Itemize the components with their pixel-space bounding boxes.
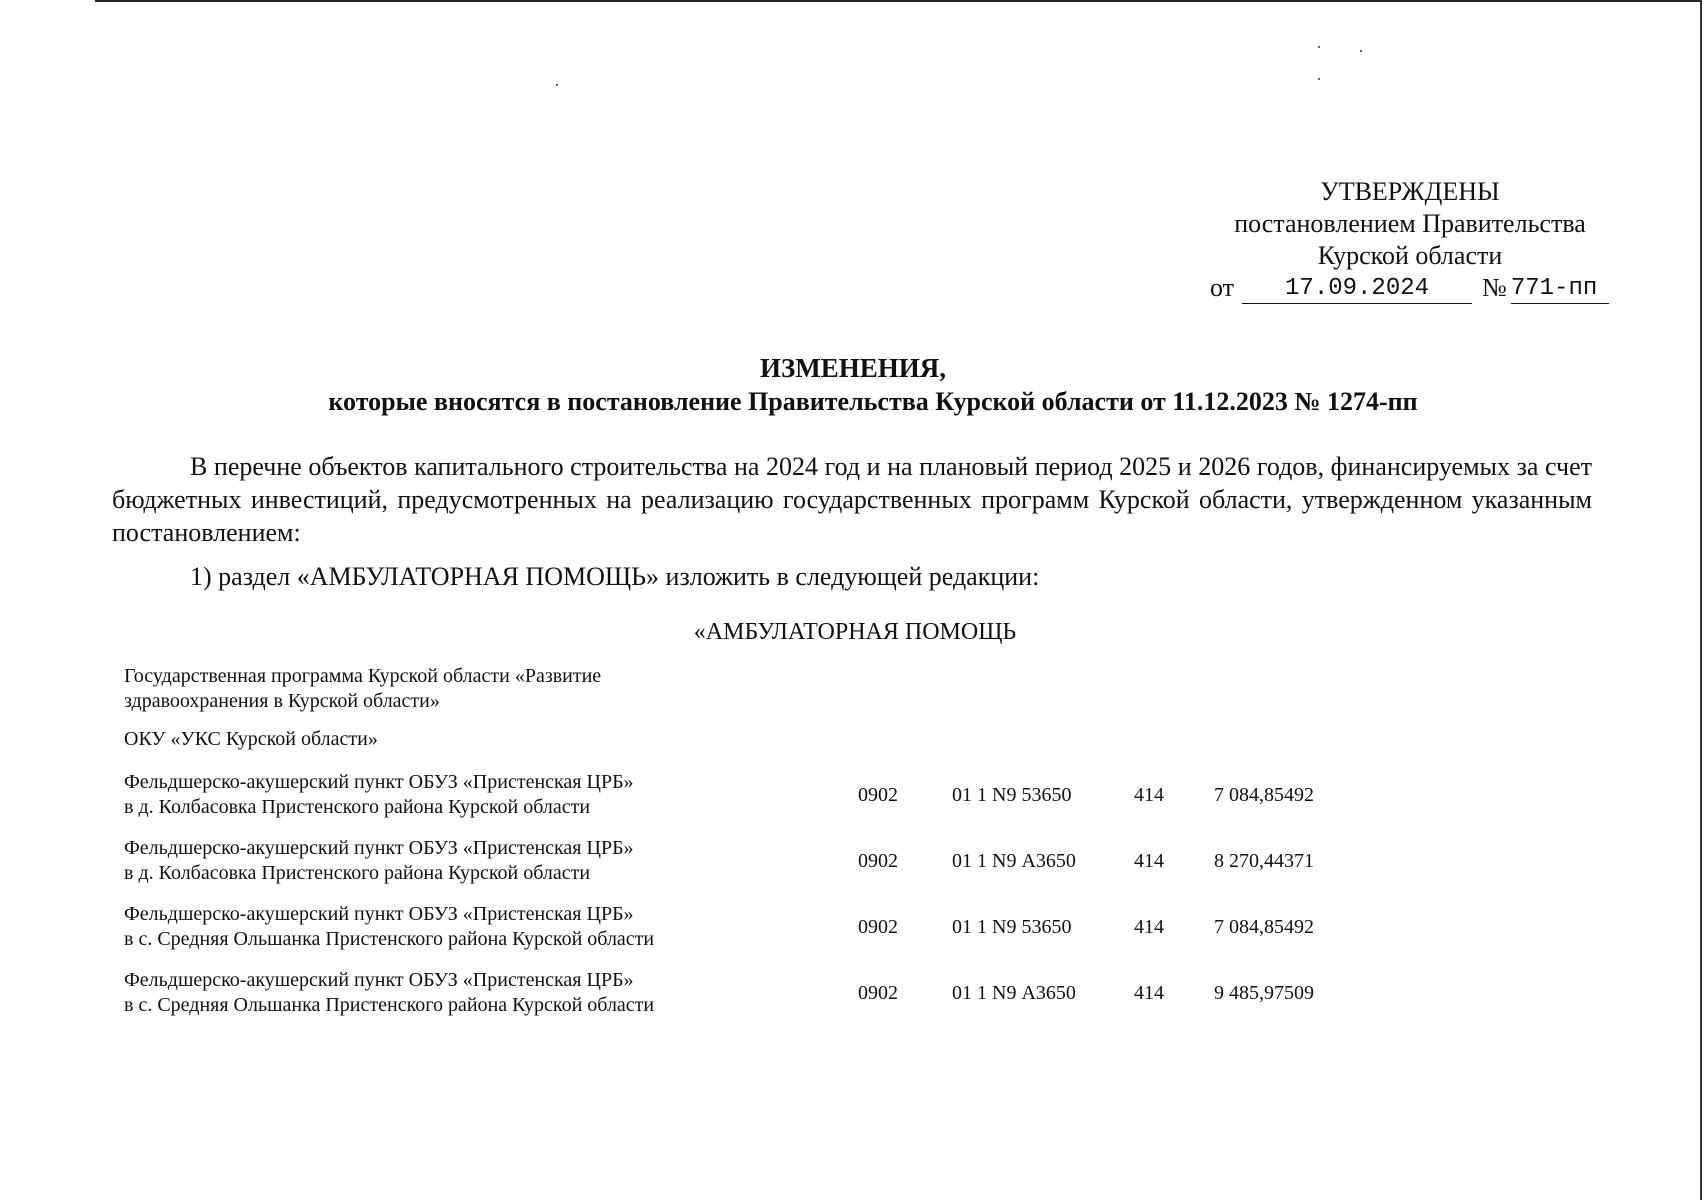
scan-border-top (95, 0, 1701, 2)
expense-type: 414 (1134, 784, 1164, 806)
object-name-line-1: Фельдшерско-акушерский пункт ОБУЗ «Пристенская ЦРБ» (124, 969, 634, 991)
scan-speck (556, 84, 558, 86)
expense-type: 414 (1134, 850, 1164, 872)
approval-date: 17.09.2024 (1242, 275, 1472, 304)
object-name-line-2: в д. Колбасовка Пристенского района Курской области (124, 796, 591, 818)
table-row (124, 836, 1424, 902)
object-name-line-2: в с. Средняя Ольшанка Пристенского района Курской области (124, 928, 655, 950)
amount: 7 084,85492 (1214, 784, 1314, 806)
target-code: 01 1 N9 А3650 (952, 982, 1076, 1004)
object-name (124, 968, 824, 1018)
scan-border-right (1700, 0, 1702, 1200)
organization-name: ОКУ «УКС Курской области» (124, 728, 378, 750)
approval-number: 771-пп (1511, 275, 1609, 304)
program-name: Государственная программа Курской области «Развитие здравоохранения в Курской области» (124, 665, 602, 712)
table-row (124, 968, 1424, 1034)
amount: 9 485,97509 (1214, 982, 1314, 1004)
amount: 8 270,44371 (1214, 850, 1314, 872)
approval-block (1180, 176, 1640, 304)
section-code: 0902 (858, 982, 898, 1004)
approval-line-3: Курской области (1317, 241, 1503, 270)
object-name-line-1: Фельдшерско-акушерский пункт ОБУЗ «Пристенская ЦРБ» (124, 771, 634, 793)
approval-line-2: постановлением Правительства (1234, 209, 1586, 238)
section-code: 0902 (858, 916, 898, 938)
target-code: 01 1 N9 53650 (952, 916, 1072, 938)
target-code: 01 1 N9 А3650 (952, 850, 1076, 872)
amount: 7 084,85492 (1214, 916, 1314, 938)
object-name-line-2: в д. Колбасовка Пристенского района Курской области (124, 862, 591, 884)
object-name (124, 902, 824, 952)
intro-paragraph: В перечне объектов капитального строительства на 2024 год и на плановый период 2025 и 2026 годов, финансируемых за счет бюджетных инвестиций, предусмотренных на реализацию государственных программ Курской области, утвержденном указанным постановлением: (112, 452, 1592, 547)
approval-heading: УТВЕРЖДЕНЫ (1320, 177, 1500, 206)
table-row (124, 902, 1424, 968)
table-row (124, 770, 1424, 836)
scan-speck (1318, 78, 1320, 80)
expense-type: 414 (1134, 916, 1164, 938)
target-code: 01 1 N9 53650 (952, 784, 1072, 806)
date-prefix: от (1210, 273, 1235, 302)
object-name-line-1: Фельдшерско-акушерский пункт ОБУЗ «Пристенская ЦРБ» (124, 837, 634, 859)
section-code: 0902 (858, 850, 898, 872)
document-title: ИЗМЕНЕНИЯ, (759, 353, 946, 383)
object-name (124, 770, 824, 820)
item-1: 1) раздел «АМБУЛАТОРНАЯ ПОМОЩЬ» изложить в следующей редакции: (190, 562, 1040, 591)
expense-type: 414 (1134, 982, 1164, 1004)
approval-date-row (1210, 272, 1640, 304)
objects-list (124, 770, 1424, 1034)
document-subtitle: которые вносятся в постановление Правительства Курской области от 11.12.2023 № 1274-пп (328, 387, 1418, 416)
object-name (124, 836, 824, 886)
scan-speck (1360, 50, 1362, 52)
scan-speck (1318, 46, 1320, 48)
section-code: 0902 (858, 784, 898, 806)
object-name-line-1: Фельдшерско-акушерский пункт ОБУЗ «Пристенская ЦРБ» (124, 903, 634, 925)
section-heading: «АМБУЛАТОРНАЯ ПОМОЩЬ (693, 619, 1017, 645)
number-prefix: № (1482, 273, 1507, 302)
object-name-line-2: в с. Средняя Ольшанка Пристенского района Курской области (124, 994, 655, 1016)
